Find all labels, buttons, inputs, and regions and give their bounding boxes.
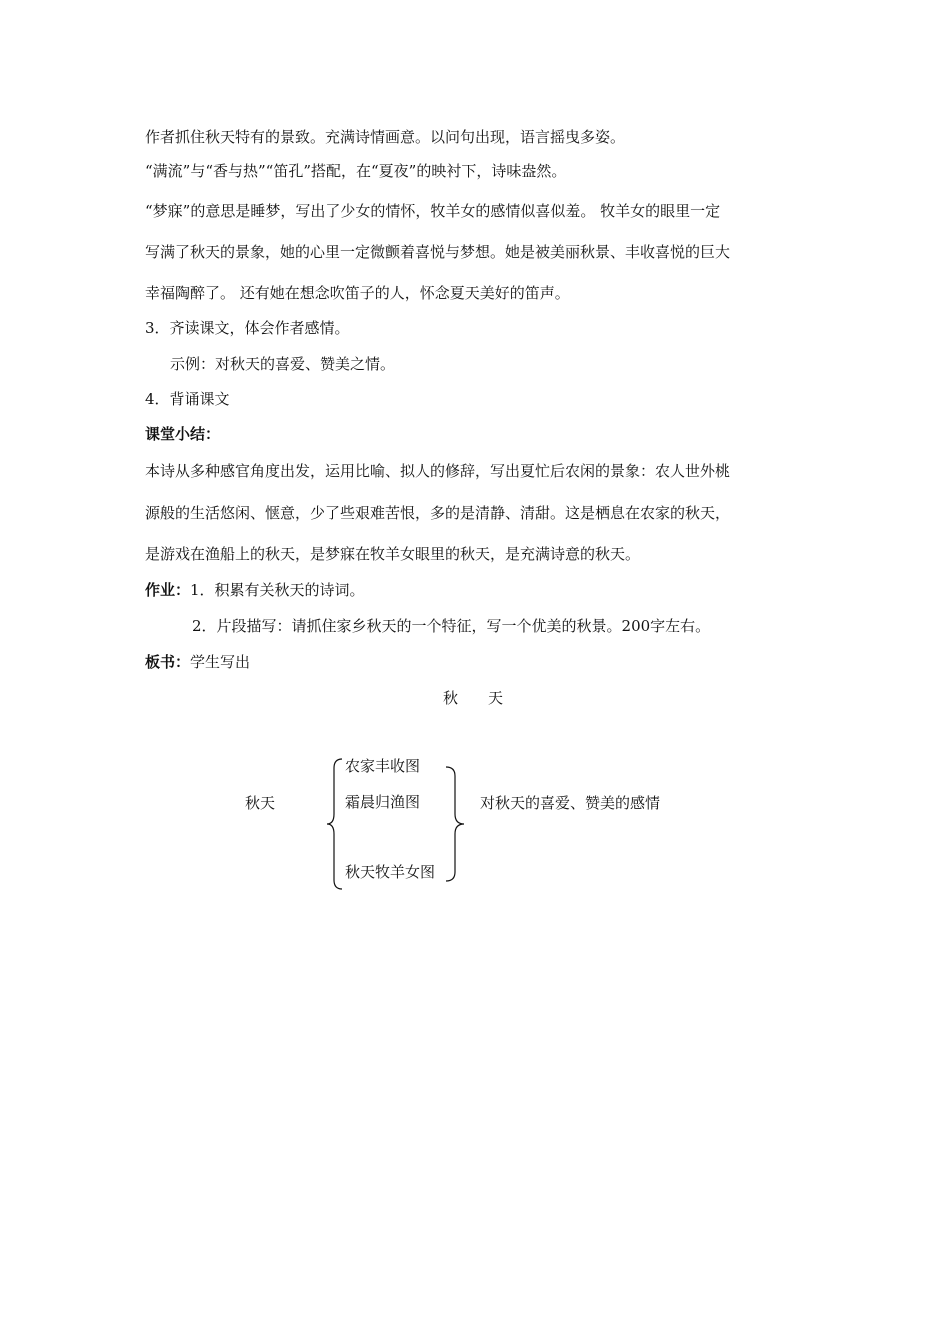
- homework-label: 作业：: [145, 581, 191, 599]
- board-line: [145, 652, 250, 672]
- paragraph-line: “梦寐”的意思是睡梦，写出了少女的情怀，牧羊女的感情似喜似羞。 牧羊女的眼里一定: [145, 202, 721, 220]
- paragraph-line: 作者抓住秋天特有的景致。充满诗情画意。以问句出现，语言摇曳多姿。: [145, 128, 626, 146]
- board-item: 农家丰收图: [345, 757, 421, 775]
- board-label: 板书：: [145, 653, 191, 671]
- board-item: 霜晨归渔图: [345, 793, 421, 811]
- summary-line: 本诗从多种感官角度出发，运用比喻、拟人的修辞，写出夏忙后农闲的景象：农人世外桃: [145, 462, 731, 480]
- board-item: 秋天牧羊女图: [345, 863, 436, 881]
- summary-heading: 课堂小结：: [145, 425, 221, 443]
- example-line: 示例：对秋天的喜爱、赞美之情。: [170, 355, 396, 373]
- summary-line: 源般的生活悠闲、惬意，少了些艰难苦恨，多的是清静、清甜。这是栖息在农家的秋天，: [145, 504, 731, 522]
- board-left-label: 秋天: [245, 794, 276, 812]
- board-note: 学生写出: [190, 653, 251, 671]
- paragraph-line: 写满了秋天的景象，她的心里一定微颤着喜悦与梦想。她是被美丽秋景、丰收喜悦的巨大: [145, 243, 731, 261]
- list-item-3: 3．齐读课文，体会作者感情。: [145, 319, 350, 337]
- right-brace-icon: [445, 766, 465, 882]
- board-right-label: 对秋天的喜爱、赞美的感情: [480, 794, 661, 812]
- board-title: 秋 天: [443, 689, 504, 707]
- homework-line: [145, 580, 365, 600]
- left-brace-icon: [326, 758, 344, 890]
- homework-item-2: 2．片段描写：请抓住家乡秋天的一个特征，写一个优美的秋景。200字左右。: [192, 617, 711, 635]
- homework-item-1: 1．积累有关秋天的诗词。: [190, 581, 365, 599]
- summary-line: 是游戏在渔船上的秋天，是梦寐在牧羊女眼里的秋天，是充满诗意的秋天。: [145, 545, 641, 563]
- list-item-4: 4．背诵课文: [145, 390, 230, 408]
- paragraph-line: “满流”与“香与热”“笛孔”搭配，在“夏夜”的映衬下，诗味盎然。: [145, 162, 567, 180]
- paragraph-line: 幸福陶醉了。 还有她在想念吹笛子的人，怀念夏天美好的笛声。: [145, 284, 570, 302]
